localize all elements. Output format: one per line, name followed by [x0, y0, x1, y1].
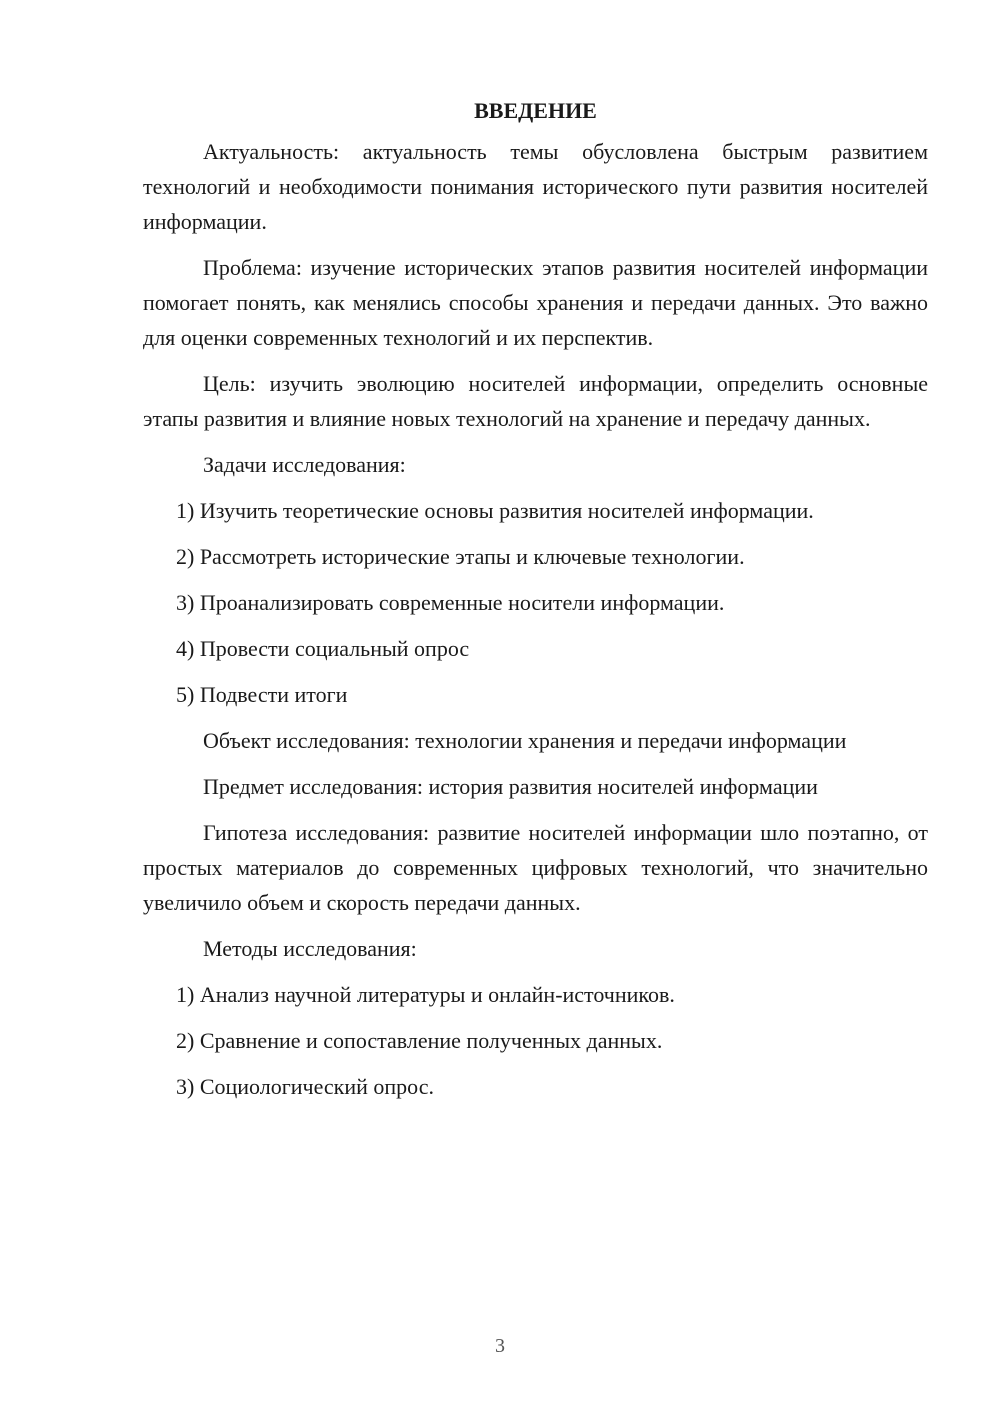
list-item: 5) Подвести итоги — [176, 682, 348, 707]
list-item: 3) Социологический опрос. — [176, 1074, 434, 1099]
tasks-list — [143, 493, 928, 712]
paragraph-relevance: Актуальность: актуальность темы обусловлена быстрым развитием технологий и необходимости понимания исторического пути развития носителей информации. — [143, 139, 928, 234]
paragraph-goal: Цель: изучить эволюцию носителей информации, определить основные этапы развития и влияние новых технологий на хранение и передачу данных. — [143, 371, 928, 431]
list-item: 2) Сравнение и сопоставление полученных данных. — [176, 1028, 663, 1053]
page-content — [143, 94, 928, 1115]
list-item: 1) Изучить теоретические основы развития носителей информации. — [176, 498, 814, 523]
methods-list — [143, 977, 928, 1104]
paragraph-problem: Проблема: изучение исторических этапов развития носителей информации помогает понять, как менялись способы хранения и передачи данных. Это важно для оценки современных технологий и их перспектив. — [143, 255, 928, 350]
methods-heading: Методы исследования: — [203, 936, 417, 961]
paragraph-object: Объект исследования: технологии хранения и передачи информации — [203, 728, 847, 753]
list-item: 4) Провести социальный опрос — [176, 636, 470, 661]
tasks-heading: Задачи исследования: — [203, 452, 406, 477]
paragraph-subject: Предмет исследования: история развития носителей информации — [203, 774, 818, 799]
paragraph-hypothesis: Гипотеза исследования: развитие носителей информации шло поэтапно, от простых материалов до современных цифровых технологий, что значительно увеличило объем и скорость передачи данных. — [143, 820, 928, 915]
page-number: 3 — [495, 1335, 505, 1357]
list-item: 3) Проанализировать современные носители информации. — [176, 590, 725, 615]
list-item: 1) Анализ научной литературы и онлайн-источников. — [176, 982, 675, 1007]
page-title: ВВЕДЕНИЕ — [474, 98, 597, 123]
list-item: 2) Рассмотреть исторические этапы и ключевые технологии. — [176, 544, 745, 569]
